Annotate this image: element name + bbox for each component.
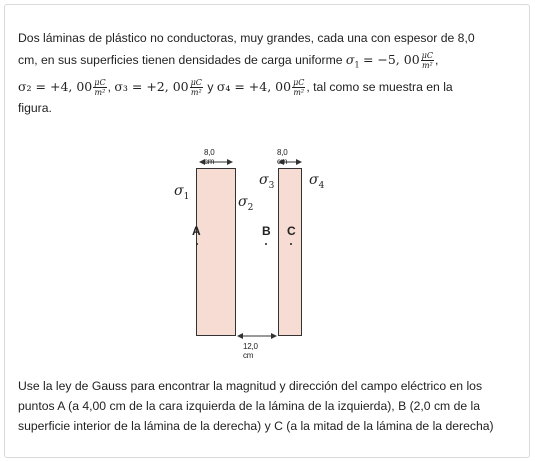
dim-label-right: 8,0 cm xyxy=(277,148,288,166)
problem-line-2-text: cm, en sus superficies tienen densidades de carga uniforme xyxy=(18,53,343,67)
question-line-1: Use la ley de Gauss para encontrar la magnitud y dirección del campo eléctrico en los xyxy=(18,379,483,393)
problem-line-1: Dos láminas de plástico no conductoras, muy grandes, cada una con espesor de 8,0 xyxy=(18,31,475,45)
problem-line-2: cm, en sus superficies tienen densidades de carga uniforme $\sigma_1 = -5$, 00 $\frac{\mu C}{\text{m²}}$ , xyxy=(18,51,439,71)
y-word: y xyxy=(207,79,214,94)
unit-fraction-3: $\frac{\mu C}{\text{m²}}$ xyxy=(190,77,202,97)
sigma4-label: $\sigma_4$ xyxy=(309,172,325,191)
point-a-label: A xyxy=(192,224,201,238)
unit-fraction-2: $\frac{\mu C}{\text{m²}}$ xyxy=(94,77,106,97)
point-a-dot xyxy=(196,243,198,245)
sigma2-value: σ₂ = +4, 00 xyxy=(18,78,93,94)
sigma3-value: σ₃ = +2, 00 xyxy=(114,78,189,94)
question-line-2: puntos A (a 4,00 cm de la cara izquierda de la lámina de la izquierda), B (2,0 cm de la xyxy=(18,399,481,413)
sigma2-label: $\sigma_2$ xyxy=(238,194,254,213)
sigma4-value: σ₄ = +4, 00 xyxy=(216,78,292,94)
problem-line-4: figura. xyxy=(18,100,52,115)
sigma1-value: = −5, 00 xyxy=(362,52,420,67)
point-b-dot xyxy=(265,243,267,245)
unit-fraction-4: $\frac{\mu C}{\text{m²}}$ xyxy=(293,77,305,97)
problem-line-3-tail: , tal como se muestra en la xyxy=(306,79,453,94)
question-line-3: superficie interior de la lámina de la derecha) y C (a la mitad de la lámina de la derecha) xyxy=(18,419,494,433)
point-c-label: C xyxy=(287,224,296,238)
question-text xyxy=(18,376,518,436)
point-c-dot xyxy=(290,243,292,245)
problem-line-3: σ₂ = +4, 00 $\frac{\mu C}{\text{m²}}$ , σ₃ = +2, 00 $\frac{\mu C}{\text{m²}}$ y σ₄ = +4, 00 $\frac{\mu C}{\text{m²}}$ , tal como se muestra en la xyxy=(18,77,453,97)
dim-label-bottom: 12,0 cm xyxy=(243,342,258,360)
point-b-label: B xyxy=(262,224,271,238)
sigma1-label: $\sigma_1$ xyxy=(174,183,190,202)
unit-fraction-1: $\frac{\mu C}{\text{m²}}$ xyxy=(421,51,433,71)
sigma1-symbol: $\sigma_1$ xyxy=(345,52,360,70)
dim-label-left: 8,0 cm xyxy=(204,148,215,166)
sigma3-label: $\sigma_3$ xyxy=(259,172,275,191)
